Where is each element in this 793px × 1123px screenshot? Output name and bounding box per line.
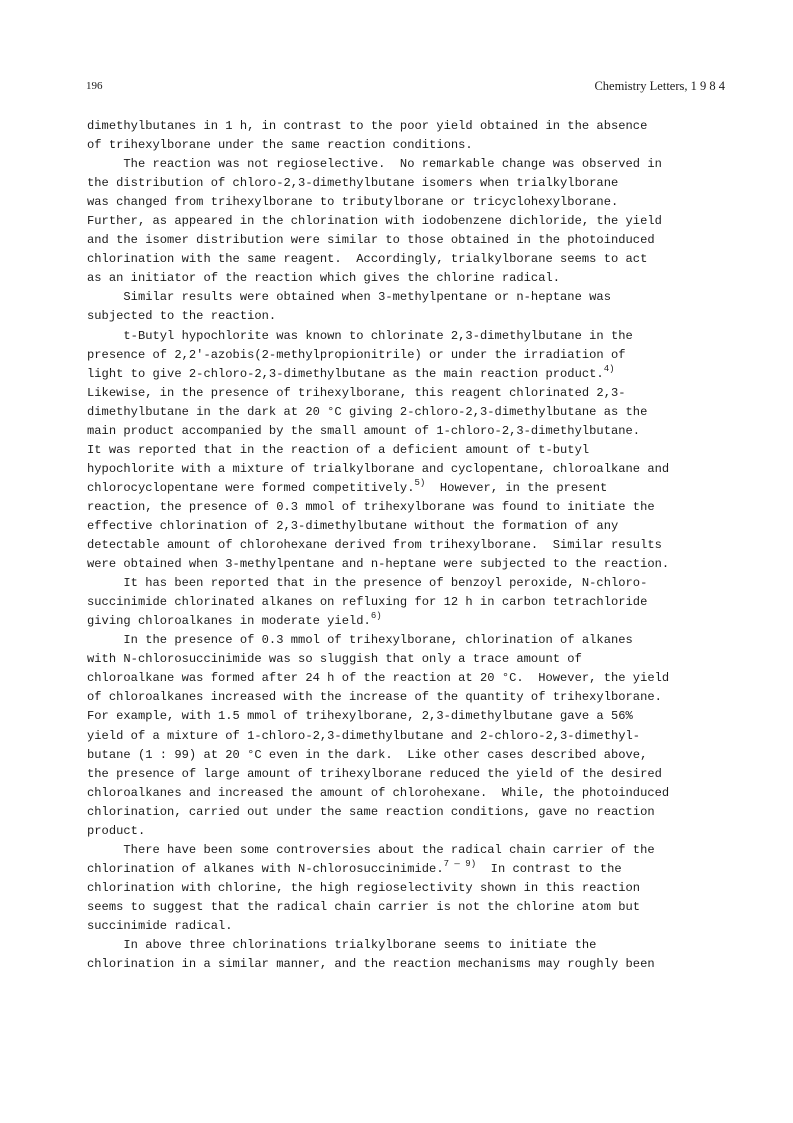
text-line: It has been reported that in the presence of benzoyl peroxide, N-chloro-	[87, 576, 648, 591]
text-line: with N-chlorosuccinimide was so sluggish that only a trace amount of	[87, 652, 582, 667]
text-line: For example, with 1.5 mmol of trihexylborane, 2,3-dimethylbutane gave a 56%	[87, 709, 633, 724]
journal-name: Chemistry Letters, 1 9 8 4	[594, 79, 725, 93]
text-line: effective chlorination of 2,3-dimethylbutane without the formation of any	[87, 518, 619, 533]
text-line: In the presence of 0.3 mmol of trihexylborane, chlorination of alkanes	[87, 633, 633, 648]
text-line: t-Butyl hypochlorite was known to chlorinate 2,3-dimethylbutane in the	[87, 328, 633, 343]
text-line: product.	[87, 823, 146, 838]
text-line: subjected to the reaction.	[87, 309, 277, 324]
text-line: chloroalkanes and increased the amount of chlorohexane. While, the photoinduced	[87, 785, 670, 800]
text-line: were obtained when 3-methylpentane and n-heptane were subjected to the reaction.	[87, 557, 670, 572]
reference-marker: 5)	[414, 477, 426, 488]
text-line: seems to suggest that the radical chain carrier is not the chlorine atom but	[87, 899, 641, 914]
text-line: dimethylbutanes in 1 h, in contrast to the poor yield obtained in the absence	[87, 119, 648, 133]
text-line: reaction, the presence of 0.3 mmol of trihexylborane was found to initiate the	[87, 499, 655, 514]
text-line: chloroalkane was formed after 24 h of the reaction at 20 °C. However, the yield	[87, 671, 670, 686]
text-line: dimethylbutane in the dark at 20 °C giving 2-chloro-2,3-dimethylbutane as the	[87, 404, 648, 419]
text-line: light to give 2-chloro-2,3-dimethylbutane as the main reaction product.$^{4)}$	[87, 363, 615, 381]
text-line: of trihexylborane under the same reaction conditions.	[87, 138, 473, 153]
text-line: Further, as appeared in the chlorination with iodobenzene dichloride, the yield	[87, 214, 662, 229]
text-line: There have been some controversies about the radical chain carrier of the	[87, 842, 655, 857]
body-text	[87, 117, 689, 974]
text-line: chlorocyclopentane were formed competitively.$^{5)}$ However, in the present	[87, 477, 608, 495]
text-line: hypochlorite with a mixture of trialkylborane and cyclopentane, chloroalkane and	[87, 461, 670, 476]
text-line: The reaction was not regioselective. No remarkable change was observed in	[87, 157, 662, 172]
text-line: chlorination with the same reagent. Accordingly, trialkylborane seems to act	[87, 252, 648, 267]
text-line: chlorination with chlorine, the high regioselectivity shown in this reaction	[87, 880, 641, 895]
text-line: the presence of large amount of trihexylborane reduced the yield of the desired	[87, 766, 662, 781]
text-line: yield of a mixture of 1-chloro-2,3-dimethylbutane and 2-chloro-2,3-dimethyl-	[87, 728, 641, 743]
text-line: chlorination in a similar manner, and the reaction mechanisms may roughly been	[87, 957, 655, 972]
reference-marker: 4)	[603, 363, 615, 374]
text-line: main product accompanied by the small amount of 1-chloro-2,3-dimethylbutane.	[87, 423, 641, 438]
text-line: as an initiator of the reaction which gives the chlorine radical.	[87, 271, 561, 286]
text-line: presence of 2,2'-azobis(2-methylpropionitrile) or under the irradiation of	[87, 347, 626, 362]
reference-marker: 7 — 9)	[443, 858, 477, 869]
text-line: giving chloroalkanes in moderate yield.$^{6)}$	[87, 611, 382, 629]
text-line: detectable amount of chlorohexane derived from trihexylborane. Similar results	[87, 538, 662, 553]
text-line: succinimide radical.	[87, 918, 233, 933]
text-line: Similar results were obtained when 3-methylpentane or n-heptane was	[87, 290, 611, 305]
text-line: butane (1 : 99) at 20 °C even in the dark. Like other cases described above,	[87, 747, 648, 762]
text-line: and the isomer distribution were similar to those obtained in the photoinduced	[87, 233, 655, 248]
text-line: the distribution of chloro-2,3-dimethylbutane isomers when trialkylborane	[87, 176, 619, 191]
text-line: In above three chlorinations trialkylborane seems to initiate the	[87, 938, 597, 953]
text-line: succinimide chlorinated alkanes on refluxing for 12 h in carbon tetrachloride	[87, 595, 648, 610]
text-line: chlorination, carried out under the same reaction conditions, gave no reaction	[87, 804, 655, 819]
text-line: Likewise, in the presence of trihexylborane, this reagent chlorinated 2,3-	[87, 385, 626, 400]
text-line: was changed from trihexylborane to tributylborane or tricyclohexylborane.	[87, 195, 619, 210]
page-number: 196	[86, 80, 103, 92]
text-line: chlorination of alkanes with N-chlorosuccinimide.$^{7 — 9)}$ In contrast to the	[87, 858, 622, 876]
text-line: It was reported that in the reaction of a deficient amount of t-butyl	[87, 442, 590, 457]
reference-marker: 6)	[370, 611, 382, 622]
text-line: of chloroalkanes increased with the increase of the quantity of trihexylborane.	[87, 690, 662, 705]
